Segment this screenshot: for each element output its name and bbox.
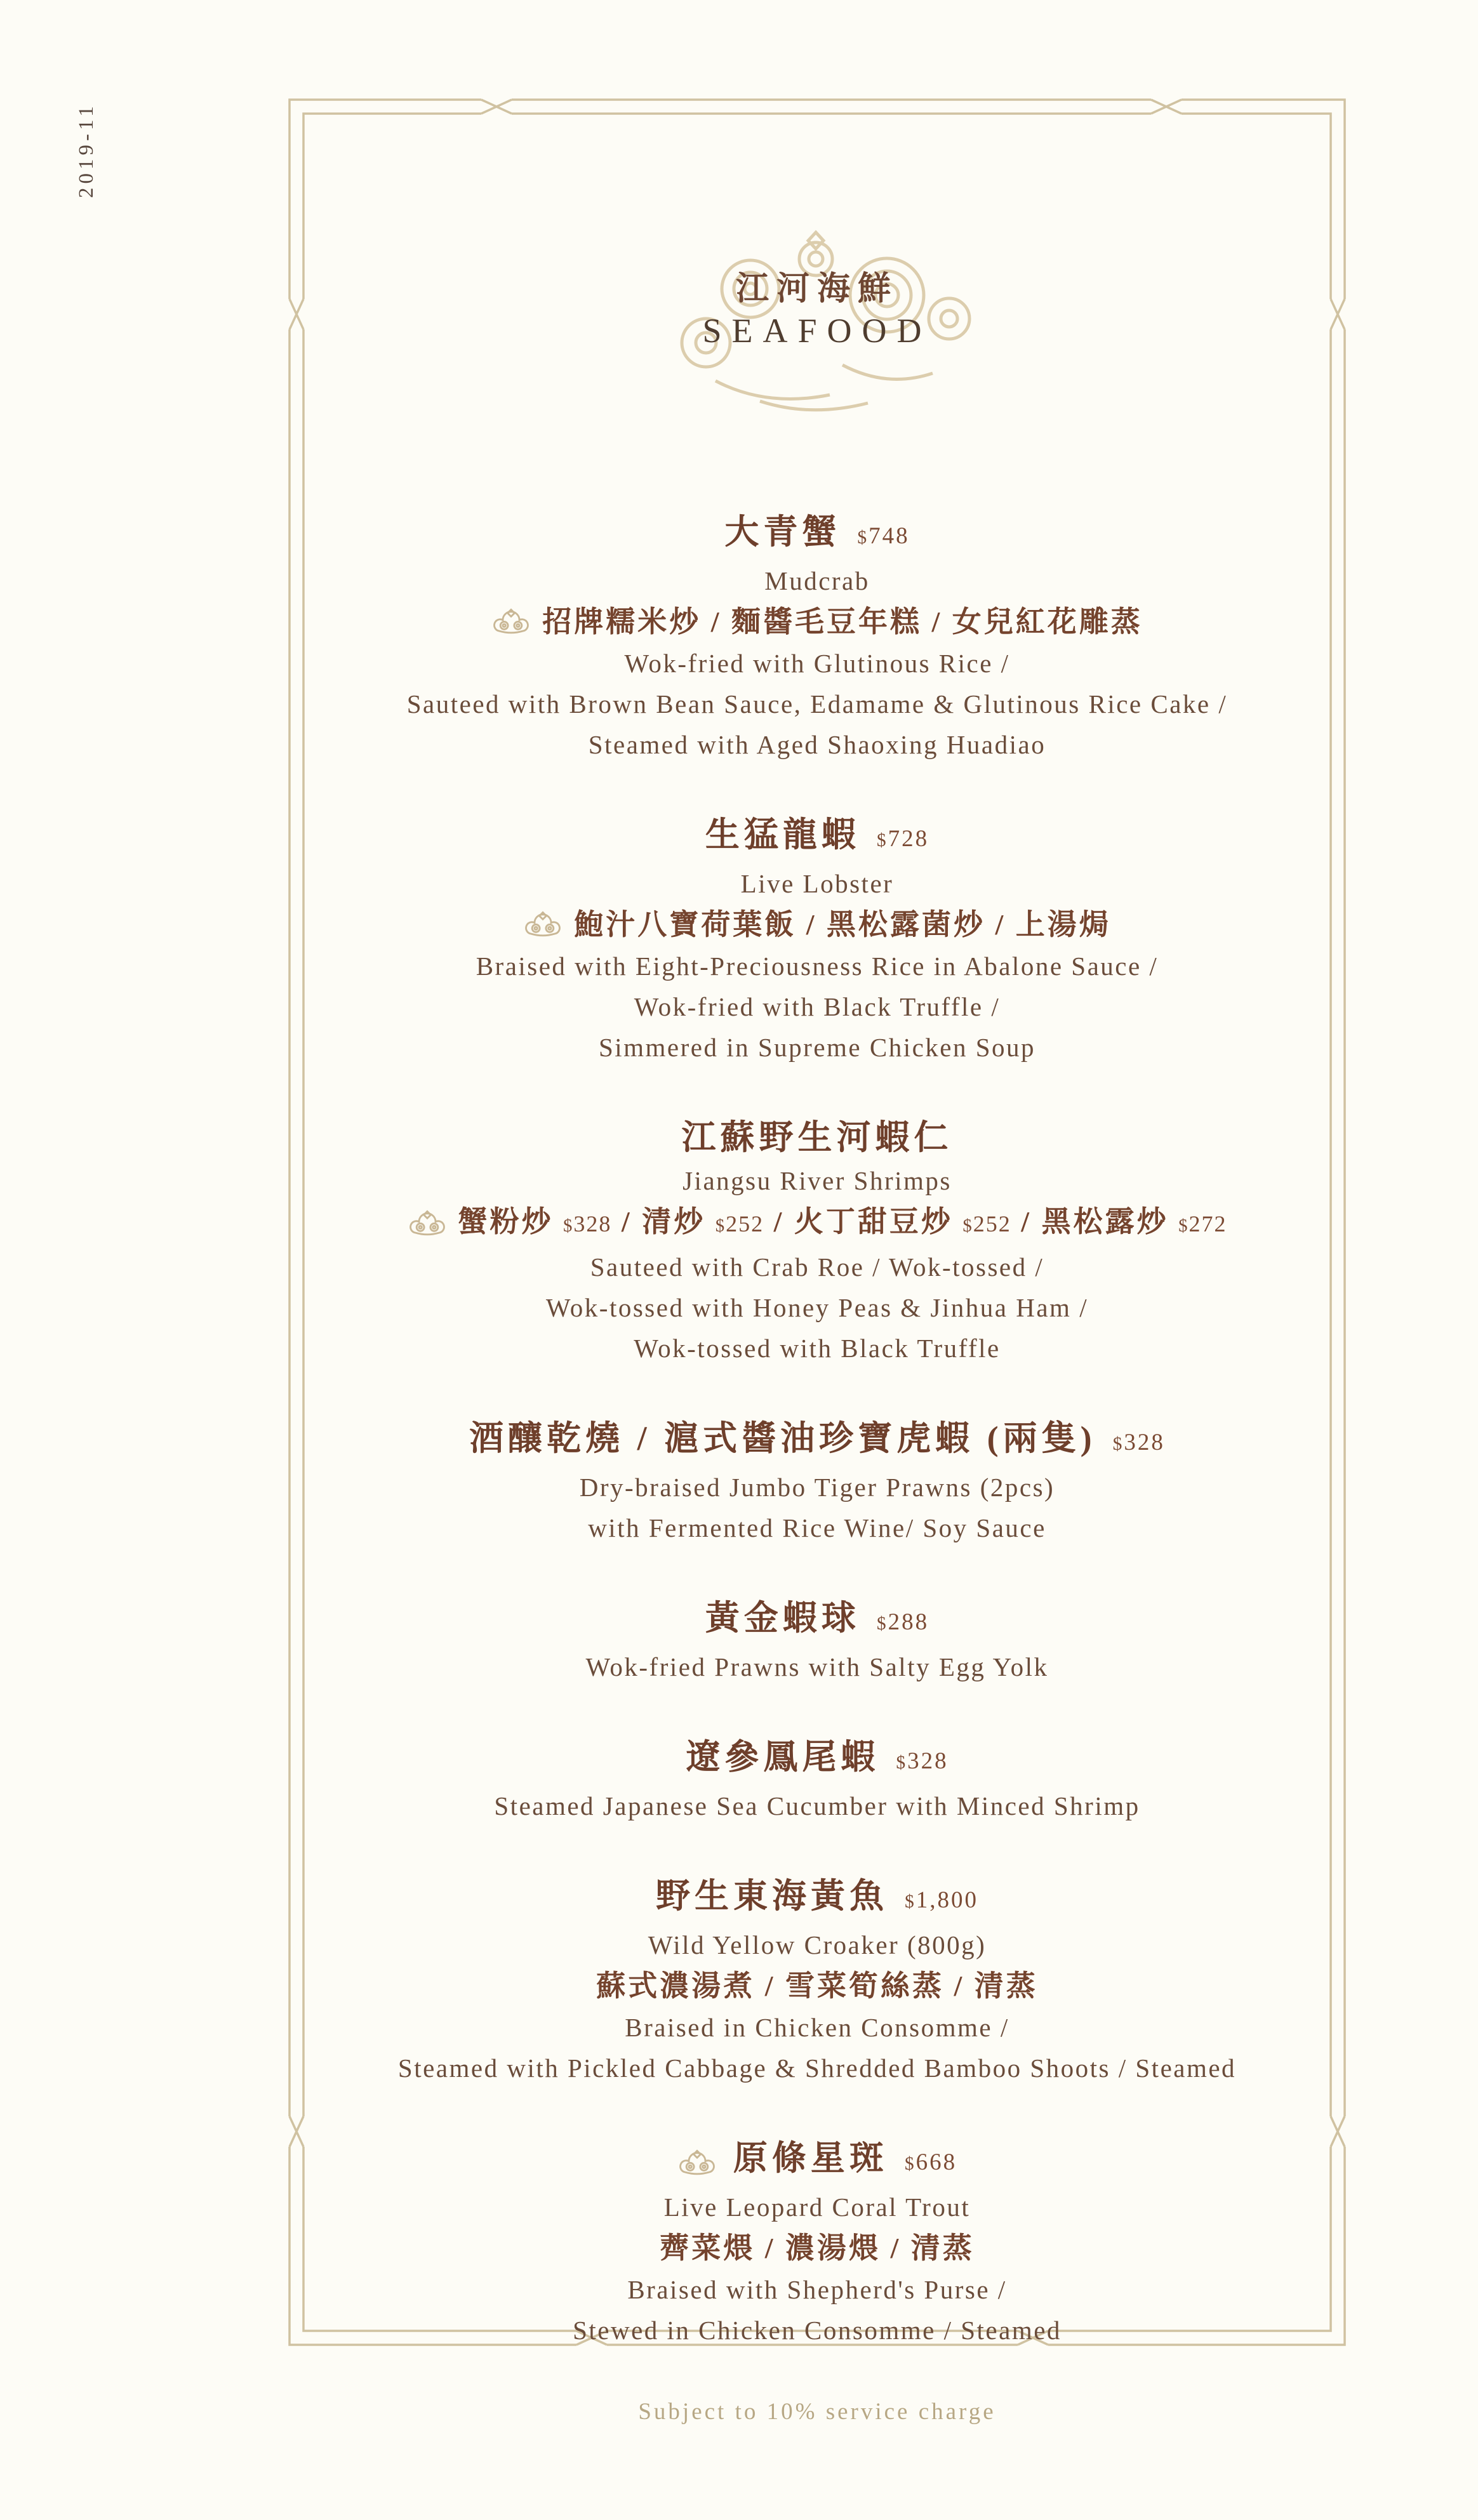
item-description-line: with Fermented Rice Wine/ Soy Sauce xyxy=(588,1513,1046,1542)
service-charge-note: Subject to 10% service charge xyxy=(638,2399,996,2425)
item-options-row xyxy=(287,1965,1347,2007)
item-description-line: Braised with Eight-Preciousness Rice in Abalone Sauce / xyxy=(476,952,1159,981)
item-name-en: Mudcrab xyxy=(764,566,870,595)
menu-item xyxy=(287,1873,1347,2088)
menu-item xyxy=(287,1115,1347,1369)
item-description-line: Wok-tossed with Black Truffle xyxy=(634,1334,1001,1363)
item-options-zh: 蘇式濃湯煮 / 雪菜筍絲蒸 / 清蒸 xyxy=(596,1970,1038,2002)
item-name-zh: 江蘇野生河蝦仁 xyxy=(681,1118,953,1157)
auspicious-cloud-icon xyxy=(491,606,531,638)
item-description-line: Sauteed with Brown Bean Sauce, Edamame & Glutinous Rice Cake / xyxy=(406,689,1228,719)
item-title-row xyxy=(287,1734,1347,1786)
item-options-row xyxy=(287,2227,1347,2269)
item-title-row xyxy=(287,1595,1347,1647)
item-price xyxy=(896,1739,948,1786)
item-name-en: Dry-braised Jumbo Tiger Prawns (2pcs) xyxy=(579,1473,1055,1502)
item-name-zh: 生猛龍蝦 xyxy=(705,816,860,854)
item-price xyxy=(905,1878,978,1925)
price-value: $728 xyxy=(876,826,929,852)
auspicious-cloud-icon xyxy=(408,1208,447,1240)
price-value: $328 xyxy=(563,1211,612,1237)
section-title-zh: 江河海鮮 xyxy=(735,271,898,307)
item-description-line: Stewed in Chicken Consomme / Steamed xyxy=(573,2316,1062,2345)
item-name-en: Live Leopard Coral Trout xyxy=(663,2192,971,2222)
price-value: $252 xyxy=(715,1211,764,1237)
price-value: $252 xyxy=(962,1211,1011,1237)
item-options-zh: 鮑汁八寶荷葉飯 / 黑松露菌炒 / 上湯焗 xyxy=(574,908,1111,941)
auspicious-cloud-icon xyxy=(523,909,563,941)
item-options-row xyxy=(287,1201,1347,1247)
item-title-row xyxy=(287,509,1347,560)
section-header xyxy=(646,229,989,419)
item-price xyxy=(877,1600,929,1647)
menu-item xyxy=(287,812,1347,1068)
item-options-row xyxy=(287,601,1347,643)
item-title-row xyxy=(287,1416,1347,1467)
item-title-row xyxy=(287,1115,1347,1160)
price-value: $288 xyxy=(876,1609,929,1635)
price-value: $748 xyxy=(857,523,910,549)
item-name-zh: 大青蟹 xyxy=(724,513,841,551)
section-title-en: SEAFOOD xyxy=(702,312,932,350)
price-value: $668 xyxy=(904,2149,957,2175)
menu-item xyxy=(287,1734,1347,1826)
item-name-zh: 遼參鳳尾蝦 xyxy=(686,1738,880,1776)
menu-column xyxy=(287,0,1347,2397)
menu-item xyxy=(287,1416,1347,1548)
item-name-en: Wild Yellow Croaker (800g) xyxy=(648,1930,987,1960)
price-value: $1,800 xyxy=(904,1887,979,1913)
item-description-line: Braised in Chicken Consomme / xyxy=(625,2013,1009,2042)
menu-item xyxy=(287,2135,1347,2351)
item-name-zh: 酒釀乾燒 / 滬式醬油珍寶虎蝦 (兩隻) xyxy=(469,1419,1096,1457)
item-description-line: Wok-tossed with Honey Peas & Jinhua Ham / xyxy=(545,1293,1089,1322)
item-price xyxy=(857,514,909,560)
item-name-zh: 原條星斑 xyxy=(733,2139,888,2177)
item-name-zh: 黃金蝦球 xyxy=(705,1599,860,1637)
item-description-line: Simmered in Supreme Chicken Soup xyxy=(598,1033,1036,1062)
item-name-en: Wok-fried Prawns with Salty Egg Yolk xyxy=(585,1652,1049,1681)
item-title-row xyxy=(287,1873,1347,1925)
item-price xyxy=(877,816,929,863)
item-price xyxy=(905,2140,957,2187)
item-options-zh: 招牌糯米炒 / 麵醬毛豆年糕 / 女兒紅花雕蒸 xyxy=(542,606,1143,638)
item-description-line: Steamed with Pickled Cabbage & Shredded Bamboo Shoots / Steamed xyxy=(397,2053,1237,2083)
price-value: $328 xyxy=(896,1748,949,1774)
item-description-line: Braised with Shepherd's Purse / xyxy=(627,2275,1007,2304)
menu-item xyxy=(287,509,1347,765)
menu-items xyxy=(287,509,1347,2351)
item-name-en: Jiangsu River Shrimps xyxy=(682,1166,952,1195)
price-value: $328 xyxy=(1112,1429,1165,1456)
item-description-line: Wok-fried with Glutinous Rice / xyxy=(624,649,1010,678)
item-title-row xyxy=(287,812,1347,863)
item-price xyxy=(1113,1420,1165,1467)
item-name-en: Live Lobster xyxy=(740,869,894,898)
item-options-zh: 薺菜煨 / 濃湯煨 / 清蒸 xyxy=(660,2232,975,2264)
item-title-row xyxy=(287,2135,1347,2187)
price-value: $272 xyxy=(1178,1211,1227,1237)
auspicious-cloud-icon xyxy=(677,2147,717,2179)
item-description-line: Wok-fried with Black Truffle / xyxy=(634,992,1001,1021)
edition-label: 2019-11 xyxy=(75,102,98,198)
item-name-en: Steamed Japanese Sea Cucumber with Minced Shrimp xyxy=(494,1791,1140,1820)
item-description-line: Sauteed with Crab Roe / Wok-tossed / xyxy=(590,1252,1044,1282)
item-description-line: Steamed with Aged Shaoxing Huadiao xyxy=(588,730,1046,759)
menu-item xyxy=(287,1595,1347,1687)
item-options-row xyxy=(287,904,1347,946)
item-name-zh: 野生東海黃魚 xyxy=(655,1877,888,1915)
item-options-zh: 蟹粉炒 $328 / 清炒 $252 / 火丁甜豆炒 $252 / 黑松露炒 $272 xyxy=(458,1205,1227,1238)
